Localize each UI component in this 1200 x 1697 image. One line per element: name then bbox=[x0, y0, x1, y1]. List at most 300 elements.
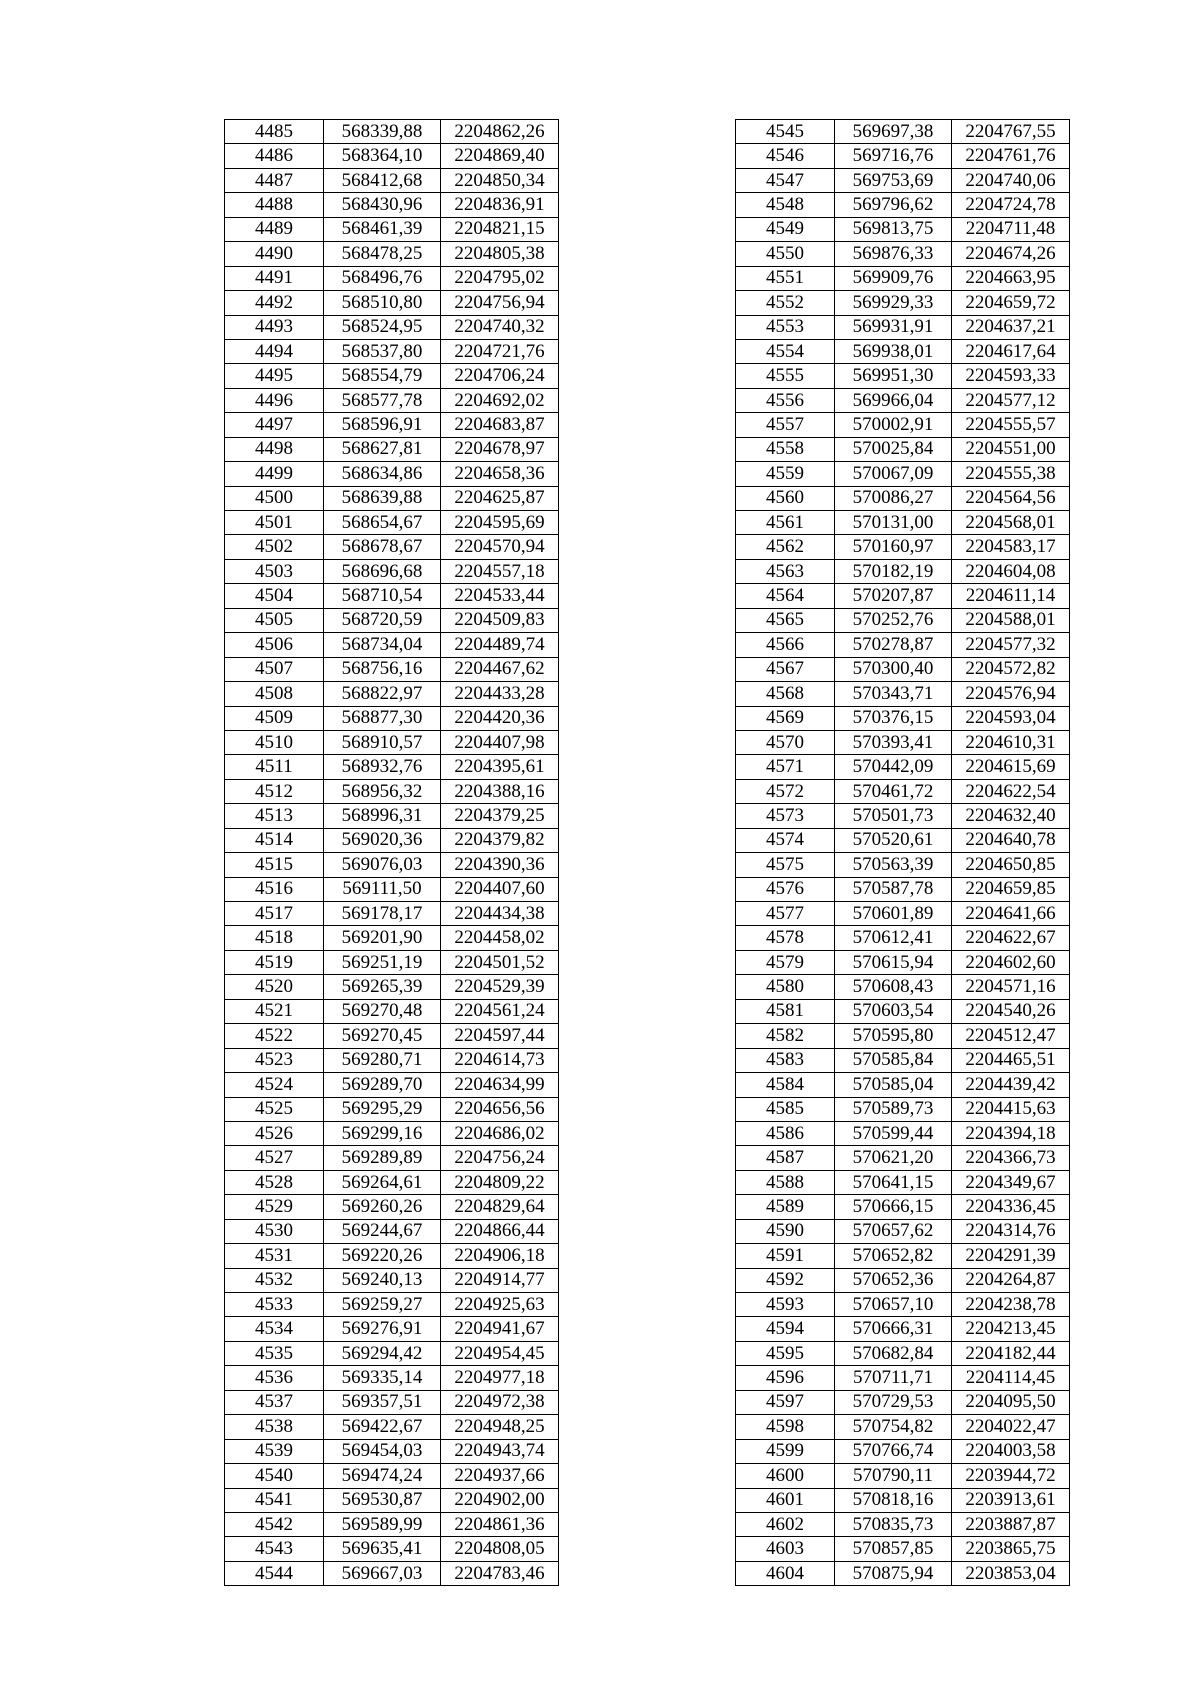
point-number-cell: 4568 bbox=[736, 682, 835, 706]
y-coordinate-cell: 2204439,42 bbox=[952, 1073, 1070, 1097]
point-number-cell: 4490 bbox=[225, 242, 324, 266]
x-coordinate-cell: 570376,15 bbox=[835, 706, 952, 730]
point-number-cell: 4517 bbox=[225, 902, 324, 926]
y-coordinate-cell: 2204213,45 bbox=[952, 1317, 1070, 1341]
point-number-cell: 4503 bbox=[225, 559, 324, 583]
y-coordinate-cell: 2204650,85 bbox=[952, 853, 1070, 877]
x-coordinate-cell: 569357,51 bbox=[324, 1390, 441, 1414]
coordinates-table-left-body bbox=[225, 120, 559, 1586]
point-number-cell: 4499 bbox=[225, 462, 324, 486]
y-coordinate-cell: 2204572,82 bbox=[952, 657, 1070, 681]
table-row bbox=[736, 1195, 1070, 1219]
y-coordinate-cell: 2204264,87 bbox=[952, 1268, 1070, 1292]
point-number-cell: 4510 bbox=[225, 730, 324, 754]
table-row bbox=[736, 828, 1070, 852]
point-number-cell: 4562 bbox=[736, 535, 835, 559]
point-number-cell: 4548 bbox=[736, 193, 835, 217]
table-row bbox=[225, 926, 559, 950]
x-coordinate-cell: 569276,91 bbox=[324, 1317, 441, 1341]
point-number-cell: 4552 bbox=[736, 291, 835, 315]
table-row bbox=[225, 779, 559, 803]
x-coordinate-cell: 569697,38 bbox=[835, 120, 952, 144]
x-coordinate-cell: 570766,74 bbox=[835, 1439, 952, 1463]
y-coordinate-cell: 2204711,48 bbox=[952, 217, 1070, 241]
table-row bbox=[736, 853, 1070, 877]
y-coordinate-cell: 2204656,56 bbox=[441, 1097, 559, 1121]
point-number-cell: 4485 bbox=[225, 120, 324, 144]
y-coordinate-cell: 2204721,76 bbox=[441, 339, 559, 363]
table-row bbox=[225, 1488, 559, 1512]
point-number-cell: 4526 bbox=[225, 1121, 324, 1145]
x-coordinate-cell: 568996,31 bbox=[324, 804, 441, 828]
y-coordinate-cell: 2204625,87 bbox=[441, 486, 559, 510]
point-number-cell: 4573 bbox=[736, 804, 835, 828]
x-coordinate-cell: 569076,03 bbox=[324, 853, 441, 877]
point-number-cell: 4542 bbox=[225, 1512, 324, 1536]
y-coordinate-cell: 2204394,18 bbox=[952, 1121, 1070, 1145]
point-number-cell: 4530 bbox=[225, 1219, 324, 1243]
y-coordinate-cell: 2204641,66 bbox=[952, 902, 1070, 926]
x-coordinate-cell: 568577,78 bbox=[324, 388, 441, 412]
y-coordinate-cell: 2204465,51 bbox=[952, 1048, 1070, 1072]
x-coordinate-cell: 569929,33 bbox=[835, 291, 952, 315]
x-coordinate-cell: 569951,30 bbox=[835, 364, 952, 388]
x-coordinate-cell: 570601,89 bbox=[835, 902, 952, 926]
x-coordinate-cell: 568554,79 bbox=[324, 364, 441, 388]
point-number-cell: 4523 bbox=[225, 1048, 324, 1072]
x-coordinate-cell: 569667,03 bbox=[324, 1561, 441, 1585]
x-coordinate-cell: 570612,41 bbox=[835, 926, 952, 950]
table-row bbox=[736, 291, 1070, 315]
table-row bbox=[736, 193, 1070, 217]
table-row bbox=[225, 511, 559, 535]
table-row bbox=[736, 462, 1070, 486]
x-coordinate-cell: 569876,33 bbox=[835, 242, 952, 266]
x-coordinate-cell: 569454,03 bbox=[324, 1439, 441, 1463]
point-number-cell: 4486 bbox=[225, 144, 324, 168]
point-number-cell: 4534 bbox=[225, 1317, 324, 1341]
y-coordinate-cell: 2204869,40 bbox=[441, 144, 559, 168]
y-coordinate-cell: 2204866,44 bbox=[441, 1219, 559, 1243]
y-coordinate-cell: 2204602,60 bbox=[952, 950, 1070, 974]
table-row bbox=[736, 168, 1070, 192]
x-coordinate-cell: 570182,19 bbox=[835, 559, 952, 583]
y-coordinate-cell: 2203853,04 bbox=[952, 1561, 1070, 1585]
y-coordinate-cell: 2204533,44 bbox=[441, 584, 559, 608]
point-number-cell: 4582 bbox=[736, 1024, 835, 1048]
table-row bbox=[736, 950, 1070, 974]
point-number-cell: 4597 bbox=[736, 1390, 835, 1414]
y-coordinate-cell: 2204555,57 bbox=[952, 413, 1070, 437]
x-coordinate-cell: 568822,97 bbox=[324, 682, 441, 706]
y-coordinate-cell: 2204821,15 bbox=[441, 217, 559, 241]
y-coordinate-cell: 2204114,45 bbox=[952, 1366, 1070, 1390]
table-row bbox=[225, 535, 559, 559]
x-coordinate-cell: 569178,17 bbox=[324, 902, 441, 926]
table-row bbox=[736, 413, 1070, 437]
point-number-cell: 4506 bbox=[225, 633, 324, 657]
x-coordinate-cell: 569299,16 bbox=[324, 1121, 441, 1145]
table-row bbox=[736, 1317, 1070, 1341]
table-row bbox=[736, 584, 1070, 608]
x-coordinate-cell: 570729,53 bbox=[835, 1390, 952, 1414]
point-number-cell: 4546 bbox=[736, 144, 835, 168]
x-coordinate-cell: 568627,81 bbox=[324, 437, 441, 461]
x-coordinate-cell: 568364,10 bbox=[324, 144, 441, 168]
y-coordinate-cell: 2204458,02 bbox=[441, 926, 559, 950]
point-number-cell: 4579 bbox=[736, 950, 835, 974]
table-row bbox=[225, 559, 559, 583]
y-coordinate-cell: 2204561,24 bbox=[441, 999, 559, 1023]
y-coordinate-cell: 2204906,18 bbox=[441, 1244, 559, 1268]
x-coordinate-cell: 570002,91 bbox=[835, 413, 952, 437]
y-coordinate-cell: 2204434,38 bbox=[441, 902, 559, 926]
table-row bbox=[736, 975, 1070, 999]
x-coordinate-cell: 570585,04 bbox=[835, 1073, 952, 1097]
x-coordinate-cell: 570599,44 bbox=[835, 1121, 952, 1145]
x-coordinate-cell: 570585,84 bbox=[835, 1048, 952, 1072]
table-row bbox=[736, 755, 1070, 779]
table-row bbox=[225, 999, 559, 1023]
point-number-cell: 4488 bbox=[225, 193, 324, 217]
table-row bbox=[225, 853, 559, 877]
table-row bbox=[225, 730, 559, 754]
x-coordinate-cell: 569294,42 bbox=[324, 1341, 441, 1365]
point-number-cell: 4528 bbox=[225, 1170, 324, 1194]
point-number-cell: 4559 bbox=[736, 462, 835, 486]
table-row bbox=[736, 1488, 1070, 1512]
point-number-cell: 4594 bbox=[736, 1317, 835, 1341]
x-coordinate-cell: 570657,62 bbox=[835, 1219, 952, 1243]
point-number-cell: 4588 bbox=[736, 1170, 835, 1194]
table-row bbox=[225, 1170, 559, 1194]
point-number-cell: 4505 bbox=[225, 608, 324, 632]
point-number-cell: 4560 bbox=[736, 486, 835, 510]
point-number-cell: 4553 bbox=[736, 315, 835, 339]
table-row bbox=[736, 1146, 1070, 1170]
table-row bbox=[736, 217, 1070, 241]
x-coordinate-cell: 570442,09 bbox=[835, 755, 952, 779]
y-coordinate-cell: 2204756,24 bbox=[441, 1146, 559, 1170]
point-number-cell: 4581 bbox=[736, 999, 835, 1023]
table-row bbox=[225, 1439, 559, 1463]
y-coordinate-cell: 2204972,38 bbox=[441, 1390, 559, 1414]
table-row bbox=[225, 388, 559, 412]
table-row bbox=[736, 902, 1070, 926]
x-coordinate-cell: 570300,40 bbox=[835, 657, 952, 681]
y-coordinate-cell: 2204564,56 bbox=[952, 486, 1070, 510]
x-coordinate-cell: 570652,36 bbox=[835, 1268, 952, 1292]
table-row bbox=[736, 1366, 1070, 1390]
y-coordinate-cell: 2204182,44 bbox=[952, 1341, 1070, 1365]
y-coordinate-cell: 2204540,26 bbox=[952, 999, 1070, 1023]
y-coordinate-cell: 2203887,87 bbox=[952, 1512, 1070, 1536]
x-coordinate-cell: 569474,24 bbox=[324, 1464, 441, 1488]
x-coordinate-cell: 568710,54 bbox=[324, 584, 441, 608]
point-number-cell: 4508 bbox=[225, 682, 324, 706]
table-row bbox=[736, 1293, 1070, 1317]
y-coordinate-cell: 2204617,64 bbox=[952, 339, 1070, 363]
point-number-cell: 4539 bbox=[225, 1439, 324, 1463]
point-number-cell: 4564 bbox=[736, 584, 835, 608]
y-coordinate-cell: 2204611,14 bbox=[952, 584, 1070, 608]
x-coordinate-cell: 570086,27 bbox=[835, 486, 952, 510]
y-coordinate-cell: 2204595,69 bbox=[441, 511, 559, 535]
x-coordinate-cell: 568524,95 bbox=[324, 315, 441, 339]
y-coordinate-cell: 2204604,08 bbox=[952, 559, 1070, 583]
table-row bbox=[225, 1293, 559, 1317]
table-row bbox=[225, 975, 559, 999]
x-coordinate-cell: 570603,54 bbox=[835, 999, 952, 1023]
table-row bbox=[736, 1219, 1070, 1243]
y-coordinate-cell: 2204415,63 bbox=[952, 1097, 1070, 1121]
x-coordinate-cell: 569201,90 bbox=[324, 926, 441, 950]
point-number-cell: 4544 bbox=[225, 1561, 324, 1585]
point-number-cell: 4572 bbox=[736, 779, 835, 803]
y-coordinate-cell: 2204634,99 bbox=[441, 1073, 559, 1097]
point-number-cell: 4569 bbox=[736, 706, 835, 730]
point-number-cell: 4514 bbox=[225, 828, 324, 852]
table-row bbox=[225, 755, 559, 779]
x-coordinate-cell: 570589,73 bbox=[835, 1097, 952, 1121]
y-coordinate-cell: 2204937,66 bbox=[441, 1464, 559, 1488]
point-number-cell: 4589 bbox=[736, 1195, 835, 1219]
table-row bbox=[225, 804, 559, 828]
point-number-cell: 4556 bbox=[736, 388, 835, 412]
point-number-cell: 4566 bbox=[736, 633, 835, 657]
point-number-cell: 4518 bbox=[225, 926, 324, 950]
x-coordinate-cell: 568639,88 bbox=[324, 486, 441, 510]
x-coordinate-cell: 569813,75 bbox=[835, 217, 952, 241]
table-row bbox=[225, 633, 559, 657]
table-row bbox=[225, 1195, 559, 1219]
point-number-cell: 4529 bbox=[225, 1195, 324, 1219]
table-row bbox=[225, 486, 559, 510]
table-row bbox=[225, 608, 559, 632]
y-coordinate-cell: 2204583,17 bbox=[952, 535, 1070, 559]
table-row bbox=[225, 828, 559, 852]
table-row bbox=[225, 437, 559, 461]
point-number-cell: 4584 bbox=[736, 1073, 835, 1097]
y-coordinate-cell: 2204622,67 bbox=[952, 926, 1070, 950]
y-coordinate-cell: 2204576,94 bbox=[952, 682, 1070, 706]
y-coordinate-cell: 2204433,28 bbox=[441, 682, 559, 706]
y-coordinate-cell: 2204529,39 bbox=[441, 975, 559, 999]
point-number-cell: 4504 bbox=[225, 584, 324, 608]
x-coordinate-cell: 569909,76 bbox=[835, 266, 952, 290]
table-row bbox=[736, 779, 1070, 803]
table-row bbox=[225, 1464, 559, 1488]
x-coordinate-cell: 568734,04 bbox=[324, 633, 441, 657]
x-coordinate-cell: 569240,13 bbox=[324, 1268, 441, 1292]
x-coordinate-cell: 568877,30 bbox=[324, 706, 441, 730]
point-number-cell: 4507 bbox=[225, 657, 324, 681]
table-row bbox=[736, 266, 1070, 290]
x-coordinate-cell: 570393,41 bbox=[835, 730, 952, 754]
point-number-cell: 4524 bbox=[225, 1073, 324, 1097]
y-coordinate-cell: 2204512,47 bbox=[952, 1024, 1070, 1048]
table-row bbox=[736, 1341, 1070, 1365]
y-coordinate-cell: 2204366,73 bbox=[952, 1146, 1070, 1170]
point-number-cell: 4516 bbox=[225, 877, 324, 901]
x-coordinate-cell: 568430,96 bbox=[324, 193, 441, 217]
x-coordinate-cell: 570790,11 bbox=[835, 1464, 952, 1488]
point-number-cell: 4558 bbox=[736, 437, 835, 461]
table-row bbox=[225, 1146, 559, 1170]
table-row bbox=[736, 535, 1070, 559]
point-number-cell: 4536 bbox=[225, 1366, 324, 1390]
y-coordinate-cell: 2204805,38 bbox=[441, 242, 559, 266]
table-row bbox=[736, 144, 1070, 168]
table-row bbox=[736, 511, 1070, 535]
y-coordinate-cell: 2204640,78 bbox=[952, 828, 1070, 852]
table-row bbox=[225, 1268, 559, 1292]
y-coordinate-cell: 2204756,94 bbox=[441, 291, 559, 315]
x-coordinate-cell: 570563,39 bbox=[835, 853, 952, 877]
x-coordinate-cell: 568910,57 bbox=[324, 730, 441, 754]
table-row bbox=[736, 1073, 1070, 1097]
table-row bbox=[736, 1439, 1070, 1463]
x-coordinate-cell: 570025,84 bbox=[835, 437, 952, 461]
table-row bbox=[736, 339, 1070, 363]
y-coordinate-cell: 2203913,61 bbox=[952, 1488, 1070, 1512]
x-coordinate-cell: 570657,10 bbox=[835, 1293, 952, 1317]
x-coordinate-cell: 568412,68 bbox=[324, 168, 441, 192]
coordinates-table-left bbox=[224, 119, 559, 1586]
y-coordinate-cell: 2204003,58 bbox=[952, 1439, 1070, 1463]
y-coordinate-cell: 2204686,02 bbox=[441, 1121, 559, 1145]
point-number-cell: 4563 bbox=[736, 559, 835, 583]
table-row bbox=[225, 315, 559, 339]
point-number-cell: 4595 bbox=[736, 1341, 835, 1365]
point-number-cell: 4604 bbox=[736, 1561, 835, 1585]
table-row bbox=[225, 144, 559, 168]
point-number-cell: 4547 bbox=[736, 168, 835, 192]
point-number-cell: 4583 bbox=[736, 1048, 835, 1072]
table-row bbox=[225, 1537, 559, 1561]
point-number-cell: 4557 bbox=[736, 413, 835, 437]
x-coordinate-cell: 569530,87 bbox=[324, 1488, 441, 1512]
y-coordinate-cell: 2204740,32 bbox=[441, 315, 559, 339]
x-coordinate-cell: 569220,26 bbox=[324, 1244, 441, 1268]
table-row bbox=[225, 902, 559, 926]
point-number-cell: 4535 bbox=[225, 1341, 324, 1365]
x-coordinate-cell: 568756,16 bbox=[324, 657, 441, 681]
point-number-cell: 4509 bbox=[225, 706, 324, 730]
y-coordinate-cell: 2204954,45 bbox=[441, 1341, 559, 1365]
y-coordinate-cell: 2204862,26 bbox=[441, 120, 559, 144]
point-number-cell: 4496 bbox=[225, 388, 324, 412]
point-number-cell: 4537 bbox=[225, 1390, 324, 1414]
point-number-cell: 4598 bbox=[736, 1415, 835, 1439]
point-number-cell: 4540 bbox=[225, 1464, 324, 1488]
table-row bbox=[736, 1268, 1070, 1292]
table-row bbox=[225, 1048, 559, 1072]
point-number-cell: 4577 bbox=[736, 902, 835, 926]
y-coordinate-cell: 2204767,55 bbox=[952, 120, 1070, 144]
table-row bbox=[225, 120, 559, 144]
point-number-cell: 4549 bbox=[736, 217, 835, 241]
table-row bbox=[225, 657, 559, 681]
y-coordinate-cell: 2204925,63 bbox=[441, 1293, 559, 1317]
x-coordinate-cell: 569259,27 bbox=[324, 1293, 441, 1317]
y-coordinate-cell: 2204588,01 bbox=[952, 608, 1070, 632]
y-coordinate-cell: 2204577,12 bbox=[952, 388, 1070, 412]
point-number-cell: 4497 bbox=[225, 413, 324, 437]
x-coordinate-cell: 568634,86 bbox=[324, 462, 441, 486]
point-number-cell: 4515 bbox=[225, 853, 324, 877]
y-coordinate-cell: 2204390,36 bbox=[441, 853, 559, 877]
y-coordinate-cell: 2204808,05 bbox=[441, 1537, 559, 1561]
y-coordinate-cell: 2204571,16 bbox=[952, 975, 1070, 999]
y-coordinate-cell: 2204501,52 bbox=[441, 950, 559, 974]
y-coordinate-cell: 2204948,25 bbox=[441, 1415, 559, 1439]
table-row bbox=[225, 950, 559, 974]
point-number-cell: 4492 bbox=[225, 291, 324, 315]
x-coordinate-cell: 568932,76 bbox=[324, 755, 441, 779]
y-coordinate-cell: 2204829,64 bbox=[441, 1195, 559, 1219]
table-row bbox=[736, 730, 1070, 754]
x-coordinate-cell: 569289,89 bbox=[324, 1146, 441, 1170]
table-row bbox=[736, 706, 1070, 730]
table-row bbox=[736, 1415, 1070, 1439]
table-row bbox=[736, 1024, 1070, 1048]
y-coordinate-cell: 2204489,74 bbox=[441, 633, 559, 657]
table-row bbox=[225, 1219, 559, 1243]
x-coordinate-cell: 570608,43 bbox=[835, 975, 952, 999]
x-coordinate-cell: 569422,67 bbox=[324, 1415, 441, 1439]
y-coordinate-cell: 2204407,60 bbox=[441, 877, 559, 901]
point-number-cell: 4570 bbox=[736, 730, 835, 754]
table-row bbox=[225, 706, 559, 730]
table-row bbox=[225, 413, 559, 437]
point-number-cell: 4585 bbox=[736, 1097, 835, 1121]
x-coordinate-cell: 570641,15 bbox=[835, 1170, 952, 1194]
x-coordinate-cell: 569966,04 bbox=[835, 388, 952, 412]
y-coordinate-cell: 2204349,67 bbox=[952, 1170, 1070, 1194]
table-row bbox=[225, 242, 559, 266]
x-coordinate-cell: 569931,91 bbox=[835, 315, 952, 339]
table-row bbox=[736, 437, 1070, 461]
table-row bbox=[736, 682, 1070, 706]
point-number-cell: 4533 bbox=[225, 1293, 324, 1317]
y-coordinate-cell: 2204555,38 bbox=[952, 462, 1070, 486]
y-coordinate-cell: 2204678,97 bbox=[441, 437, 559, 461]
table-row bbox=[736, 1464, 1070, 1488]
y-coordinate-cell: 2204809,22 bbox=[441, 1170, 559, 1194]
table-row bbox=[225, 1561, 559, 1585]
x-coordinate-cell: 570621,20 bbox=[835, 1146, 952, 1170]
x-coordinate-cell: 568537,80 bbox=[324, 339, 441, 363]
x-coordinate-cell: 570501,73 bbox=[835, 804, 952, 828]
table-row bbox=[225, 1512, 559, 1536]
point-number-cell: 4512 bbox=[225, 779, 324, 803]
x-coordinate-cell: 570835,73 bbox=[835, 1512, 952, 1536]
point-number-cell: 4551 bbox=[736, 266, 835, 290]
point-number-cell: 4527 bbox=[225, 1146, 324, 1170]
x-coordinate-cell: 569796,62 bbox=[835, 193, 952, 217]
table-row bbox=[736, 999, 1070, 1023]
y-coordinate-cell: 2204914,77 bbox=[441, 1268, 559, 1292]
y-coordinate-cell: 2204902,00 bbox=[441, 1488, 559, 1512]
y-coordinate-cell: 2204395,61 bbox=[441, 755, 559, 779]
y-coordinate-cell: 2204795,02 bbox=[441, 266, 559, 290]
table-row bbox=[225, 1024, 559, 1048]
x-coordinate-cell: 570278,87 bbox=[835, 633, 952, 657]
point-number-cell: 4525 bbox=[225, 1097, 324, 1121]
point-number-cell: 4578 bbox=[736, 926, 835, 950]
table-row bbox=[225, 1341, 559, 1365]
